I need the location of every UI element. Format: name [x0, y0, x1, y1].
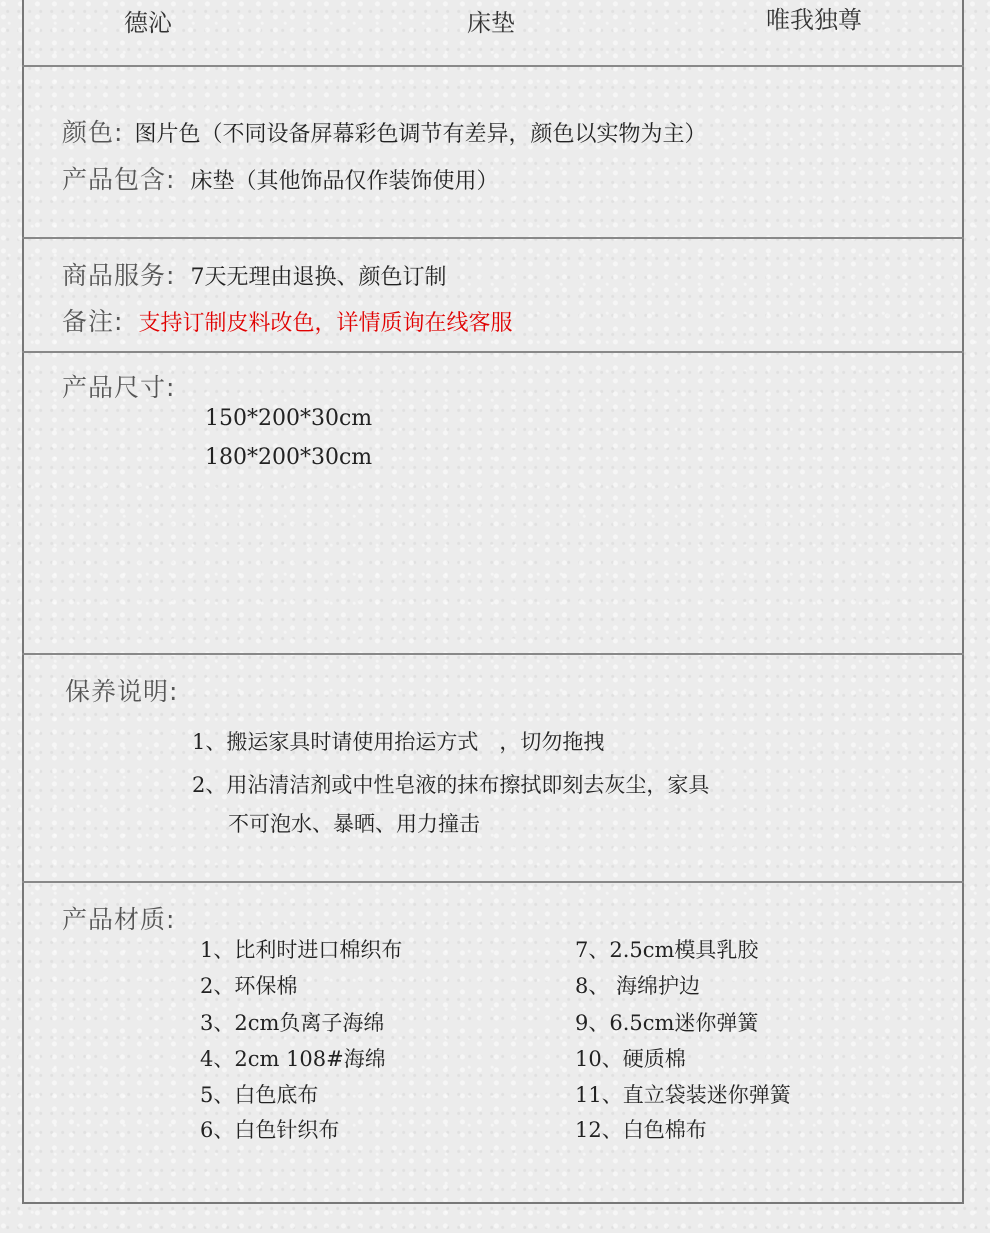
service-value: 7天无理由退换、颜色订制	[190, 265, 447, 290]
material-item: 6、白色针织布	[200, 1118, 340, 1142]
material-item: 3、2cm负离子海绵	[200, 1011, 385, 1035]
size-item: 180*200*30cm	[205, 445, 373, 470]
material-item: 1、比利时进口棉织布	[200, 938, 403, 962]
care-item-continued: 不可泡水、暴晒、用力撞击	[228, 812, 480, 836]
material-item: 9、6.5cm迷你弹簧	[575, 1011, 759, 1035]
includes-row	[62, 160, 499, 196]
material-item: 10、硬质棉	[575, 1047, 686, 1071]
material-item: 7、2.5cm模具乳胶	[575, 938, 759, 962]
material-item: 8、 海绵护边	[575, 974, 701, 998]
care-label: 保养说明:	[65, 677, 179, 706]
service-label: 商品服务:	[62, 261, 176, 290]
includes-label: 产品包含:	[62, 165, 176, 194]
divider	[22, 653, 964, 655]
brand-name: 德沁	[124, 9, 172, 37]
divider	[22, 881, 964, 883]
color-value: 图片色（不同设备屏幕彩色调节有差异，颜色以实物为主）	[134, 122, 707, 147]
care-item: 1、搬运家具时请使用抬运方式 ，切勿拖拽	[192, 730, 605, 754]
note-value: 支持订制皮料改色，详情质询在线客服	[138, 311, 513, 336]
divider	[22, 65, 964, 67]
includes-value: 床垫（其他饰品仅作装饰使用）	[190, 169, 499, 194]
material-item: 11、直立袋装迷你弹簧	[575, 1083, 791, 1107]
divider	[22, 237, 964, 239]
divider	[22, 351, 964, 353]
service-row	[62, 256, 447, 292]
material-item: 5、白色底布	[200, 1083, 319, 1107]
slogan: 唯我独尊	[766, 6, 862, 34]
color-row	[62, 113, 707, 149]
note-row	[62, 302, 513, 338]
care-item: 2、用沾清洁剂或中性皂液的抹布擦拭即刻去灰尘，家具	[192, 773, 710, 797]
size-item: 150*200*30cm	[205, 406, 373, 431]
material-item: 12、白色棉布	[575, 1118, 707, 1142]
material-item: 4、2cm 108#海绵	[200, 1047, 386, 1071]
material-item: 2、环保棉	[200, 974, 298, 998]
material-label: 产品材质:	[62, 905, 176, 934]
size-label: 产品尺寸:	[62, 373, 176, 402]
color-label: 颜色:	[62, 118, 124, 147]
note-label: 备注:	[62, 307, 124, 336]
product-name: 床垫	[467, 9, 515, 37]
